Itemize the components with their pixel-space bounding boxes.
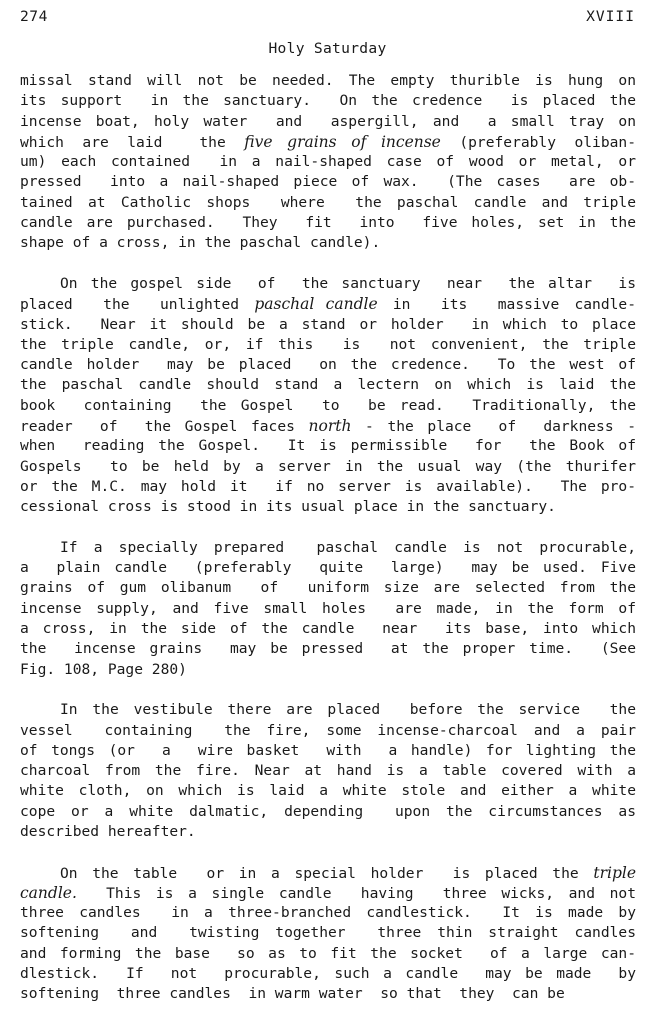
text-run: three candles in a three-branched candlestick. It is made by bbox=[20, 904, 636, 922]
italic-phrase: candle. bbox=[20, 883, 77, 902]
text-run: Gospels to be held by a server in the usual way (the thurifer bbox=[20, 457, 636, 475]
text-line bbox=[20, 396, 636, 416]
text-run: shape of a cross, in the paschal candle). bbox=[20, 234, 381, 252]
text-run: and forming the base so as to fit the socket of a large can- bbox=[20, 944, 636, 962]
italic-phrase: paschal candle bbox=[254, 295, 378, 314]
text-run: On the table or in a special holder is placed the bbox=[60, 864, 594, 882]
text-run: Fig. 108, Page 280) bbox=[20, 660, 187, 678]
italic-phrase: north bbox=[308, 417, 352, 436]
text-line bbox=[20, 193, 636, 213]
text-run: missal stand will not be needed. The empty thurible is hung on bbox=[20, 72, 636, 89]
text-line bbox=[20, 335, 636, 355]
text-line bbox=[20, 71, 636, 91]
text-run: the incense grains may be pressed at the proper time. (See bbox=[20, 640, 636, 658]
text-run: when reading the Gospel. It is permissible for the Book of bbox=[20, 437, 636, 455]
text-run: vessel containing the fire, some incense-charcoal and a pair bbox=[20, 721, 636, 739]
text-run: candle holder may be placed on the credence. To the west of bbox=[20, 356, 636, 374]
text-line bbox=[20, 903, 636, 923]
text-line bbox=[20, 294, 636, 314]
text-line bbox=[20, 883, 636, 903]
text-line bbox=[20, 436, 636, 456]
text-line bbox=[20, 984, 636, 1004]
text-line bbox=[20, 538, 636, 558]
text-run: incense supply, and five small holes are made, in the form of bbox=[20, 599, 636, 617]
text-run: If a specially prepared paschal candle is not procurable, bbox=[60, 538, 636, 556]
text-run: white cloth, on which is laid a white stole and either a white bbox=[20, 782, 636, 800]
text-run: a cross, in the side of the candle near its base, into which bbox=[20, 620, 636, 638]
text-line bbox=[20, 578, 636, 598]
paragraph bbox=[20, 700, 636, 842]
text-run: stick. Near it should be a stand or holder in which to place bbox=[20, 315, 636, 333]
text-line bbox=[20, 802, 636, 822]
text-run: grains of gum olibanum of uniform size are selected from the bbox=[20, 579, 636, 597]
text-line bbox=[20, 172, 636, 192]
text-run: (preferably oliban- bbox=[440, 133, 636, 151]
text-run: the paschal candle should stand a lectern on which is laid the bbox=[20, 376, 636, 394]
text-line bbox=[20, 863, 636, 883]
text-line bbox=[20, 233, 636, 253]
text-run: book containing the Gospel to be read. Traditionally, the bbox=[20, 396, 636, 414]
text-line bbox=[20, 741, 636, 761]
text-line bbox=[20, 91, 636, 111]
text-line bbox=[20, 355, 636, 375]
text-line bbox=[20, 457, 636, 477]
section-number: XVIII bbox=[586, 8, 635, 25]
text-line bbox=[20, 822, 636, 842]
paragraph bbox=[20, 538, 636, 680]
text-run: charcoal from the fire. Near at hand is a table covered with a bbox=[20, 762, 636, 780]
text-run: the triple candle, or, if this is not convenient, the triple bbox=[20, 335, 636, 353]
text-run: a plain candle (preferably quite large) may be used. Five bbox=[20, 559, 636, 577]
text-run: In the vestibule there are placed before the service the bbox=[60, 701, 636, 719]
text-line bbox=[20, 375, 636, 395]
text-line bbox=[20, 721, 636, 741]
text-line bbox=[20, 700, 636, 720]
text-run: On the gospel side of the sanctuary near the altar is bbox=[60, 274, 636, 292]
text-line bbox=[20, 152, 636, 172]
text-run: cessional cross is stood in its usual place in the sanctuary. bbox=[20, 498, 556, 516]
italic-phrase: triple bbox=[593, 863, 636, 882]
text-line bbox=[20, 213, 636, 233]
text-run: which are laid the bbox=[20, 133, 245, 151]
text-line bbox=[20, 315, 636, 335]
text-line bbox=[20, 112, 636, 132]
text-line bbox=[20, 923, 636, 943]
text-run: in its massive candle- bbox=[377, 296, 636, 314]
italic-phrase: five grains of incense bbox=[244, 132, 441, 151]
text-line bbox=[20, 781, 636, 801]
text-run: placed the unlighted bbox=[20, 296, 255, 314]
text-line bbox=[20, 416, 636, 436]
text-line bbox=[20, 599, 636, 619]
page-header bbox=[20, 8, 635, 57]
text-run: cope or a white dalmatic, depending upon the circumstances as bbox=[20, 802, 636, 820]
text-line bbox=[20, 274, 636, 294]
text-line bbox=[20, 558, 636, 578]
text-line bbox=[20, 639, 636, 659]
body-text bbox=[20, 71, 636, 1025]
text-line bbox=[20, 497, 636, 517]
text-run: tained at Catholic shops where the paschal candle and triple bbox=[20, 193, 636, 211]
paragraph bbox=[20, 863, 636, 1005]
text-run: incense boat, holy water and aspergill, and a small tray on bbox=[20, 112, 636, 130]
page-title: Holy Saturday bbox=[268, 40, 387, 57]
text-run: pressed into a nail-shaped piece of wax. (The cases are ob- bbox=[20, 173, 636, 191]
text-run: of tongs (or a wire basket with a handle) for lighting the bbox=[20, 741, 636, 759]
text-run: candle are purchased. They fit into five holes, set in the bbox=[20, 214, 636, 232]
text-run: um) each contained in a nail-shaped case of wood or metal, or bbox=[20, 153, 636, 171]
page-number: 274 bbox=[20, 8, 48, 25]
text-line bbox=[20, 132, 636, 152]
text-run: - the place of darkness - bbox=[351, 418, 636, 436]
text-run: described hereafter. bbox=[20, 822, 196, 840]
text-run: This is a single candle having three wicks, and not bbox=[76, 884, 636, 902]
text-line bbox=[20, 944, 636, 964]
text-run: its support in the sanctuary. On the credence is placed the bbox=[20, 92, 636, 110]
text-run: softening three candles in warm water so that they can be bbox=[20, 985, 565, 1003]
text-run: softening and twisting together three thin straight candles bbox=[20, 924, 636, 942]
text-line bbox=[20, 477, 636, 497]
paragraph bbox=[20, 274, 636, 518]
text-run: or the M.C. may hold it if no server is available). The pro- bbox=[20, 477, 636, 495]
text-line bbox=[20, 964, 636, 984]
text-line bbox=[20, 761, 636, 781]
paragraph bbox=[20, 71, 636, 254]
text-run: dlestick. If not procurable, such a candle may be made by bbox=[20, 965, 636, 983]
text-run: reader of the Gospel faces bbox=[20, 418, 309, 436]
text-line bbox=[20, 660, 636, 680]
text-line bbox=[20, 619, 636, 639]
